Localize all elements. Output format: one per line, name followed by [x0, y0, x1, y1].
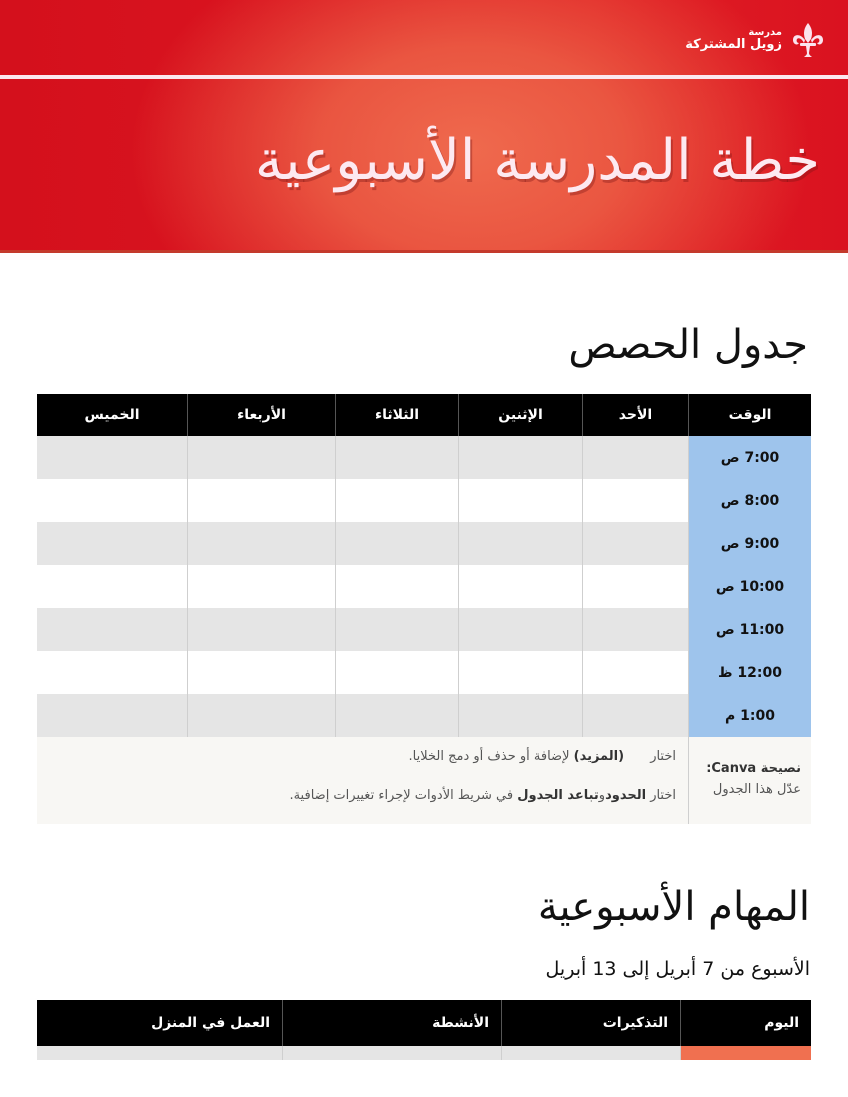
- column-header-monday: الإثنين: [458, 394, 582, 436]
- schedule-row: [37, 651, 811, 694]
- time-cell: 7:00 ص: [688, 436, 811, 479]
- column-header-time: الوقت: [688, 394, 811, 436]
- schedule-section-title: جدول الحصص: [568, 322, 808, 368]
- schedule-cell-tuesday[interactable]: [335, 694, 458, 737]
- school-name: [685, 27, 782, 53]
- tip-line2-pre: اختار: [650, 788, 676, 803]
- tip-body: [37, 737, 688, 824]
- schedule-cell-wednesday[interactable]: [187, 436, 335, 479]
- column-header-homework: العمل في المنزل: [37, 1000, 282, 1046]
- schedule-cell-tuesday[interactable]: [335, 651, 458, 694]
- tasks-row: [37, 1046, 811, 1060]
- header-banner: [0, 0, 848, 253]
- banner-divider-line: [0, 75, 848, 79]
- task-cell-day[interactable]: [680, 1046, 811, 1060]
- schedule-cell-sunday[interactable]: [582, 565, 688, 608]
- schedule-cell-monday[interactable]: [458, 608, 582, 651]
- task-cell-activities[interactable]: [282, 1046, 501, 1060]
- canva-tip-row: [37, 737, 811, 824]
- column-header-activities: الأنشطة: [282, 1000, 501, 1046]
- schedule-cell-monday[interactable]: [458, 694, 582, 737]
- column-header-wednesday: الأربعاء: [187, 394, 335, 436]
- tasks-section-title: المهام الأسبوعية: [537, 884, 810, 930]
- schedule-row: [37, 608, 811, 651]
- schedule-cell-sunday[interactable]: [582, 608, 688, 651]
- tip-line1-bold: (المزيد): [573, 749, 625, 764]
- schedule-row: [37, 479, 811, 522]
- school-brand: [685, 20, 826, 60]
- tip-line2-post: في شريط الأدوات لإجراء تغييرات إضافية.: [289, 788, 514, 803]
- schedule-cell-wednesday[interactable]: [187, 651, 335, 694]
- tip-line-2: [37, 788, 676, 803]
- school-name-line1: مدرسة: [748, 26, 782, 38]
- tip-label: [688, 737, 811, 824]
- schedule-cell-tuesday[interactable]: [335, 522, 458, 565]
- column-header-sunday: الأحد: [582, 394, 688, 436]
- schedule-cell-sunday[interactable]: [582, 694, 688, 737]
- schedule-cell-sunday[interactable]: [582, 651, 688, 694]
- schedule-cell-thursday[interactable]: [37, 608, 187, 651]
- page-title: خطة المدرسة الأسبوعية: [254, 128, 820, 193]
- tip-line1-post: لإضافة أو حذف أو دمج الخلايا.: [408, 749, 570, 764]
- schedule-row: [37, 436, 811, 479]
- schedule-cell-thursday[interactable]: [37, 522, 187, 565]
- fleur-de-lis-icon: [790, 20, 826, 60]
- schedule-cell-thursday[interactable]: [37, 479, 187, 522]
- schedule-row: [37, 694, 811, 737]
- tip-line2-bold2: تباعد الجدول: [517, 788, 599, 803]
- schedule-header-row: [37, 394, 811, 436]
- schedule-cell-thursday[interactable]: [37, 694, 187, 737]
- schedule-cell-monday[interactable]: [458, 651, 582, 694]
- column-header-reminders: التذكيرات: [501, 1000, 680, 1046]
- time-cell: 10:00 ص: [688, 565, 811, 608]
- schedule-cell-wednesday[interactable]: [187, 565, 335, 608]
- schedule-cell-sunday[interactable]: [582, 436, 688, 479]
- tip-line2-bold1: الحدود: [605, 788, 647, 803]
- schedule-cell-sunday[interactable]: [582, 522, 688, 565]
- schedule-cell-thursday[interactable]: [37, 565, 187, 608]
- schedule-cell-wednesday[interactable]: [187, 608, 335, 651]
- time-cell: 1:00 م: [688, 694, 811, 737]
- time-cell: 11:00 ص: [688, 608, 811, 651]
- schedule-cell-monday[interactable]: [458, 436, 582, 479]
- class-schedule-table: [37, 394, 811, 824]
- schedule-cell-wednesday[interactable]: [187, 479, 335, 522]
- column-header-thursday: الخميس: [37, 394, 187, 436]
- week-range: الأسبوع من 7 أبريل إلى 13 أبريل: [545, 958, 810, 980]
- schedule-cell-tuesday[interactable]: [335, 608, 458, 651]
- banner-bottom-edge: [0, 250, 848, 253]
- tip-label-heading: نصيحة Canva:: [706, 761, 801, 776]
- tip-label-text: عدّل هذا الجدول: [712, 781, 801, 797]
- schedule-cell-thursday[interactable]: [37, 436, 187, 479]
- task-cell-homework[interactable]: [37, 1046, 282, 1060]
- time-cell: 8:00 ص: [688, 479, 811, 522]
- schedule-cell-sunday[interactable]: [582, 479, 688, 522]
- schedule-cell-monday[interactable]: [458, 565, 582, 608]
- tasks-header-row: [37, 1000, 811, 1046]
- schedule-row: [37, 522, 811, 565]
- column-header-day: اليوم: [680, 1000, 811, 1046]
- column-header-tuesday: الثلاثاء: [335, 394, 458, 436]
- school-name-line2: زويل المشتركة: [685, 37, 782, 53]
- time-cell: 12:00 ظ: [688, 651, 811, 694]
- tip-line2-mid: و: [598, 788, 606, 803]
- schedule-cell-thursday[interactable]: [37, 651, 187, 694]
- schedule-cell-wednesday[interactable]: [187, 522, 335, 565]
- task-cell-reminders[interactable]: [501, 1046, 680, 1060]
- schedule-cell-tuesday[interactable]: [335, 436, 458, 479]
- schedule-row: [37, 565, 811, 608]
- schedule-cell-tuesday[interactable]: [335, 479, 458, 522]
- weekly-tasks-table: [37, 1000, 811, 1060]
- schedule-cell-monday[interactable]: [458, 522, 582, 565]
- time-cell: 9:00 ص: [688, 522, 811, 565]
- tip-line-1: [37, 749, 676, 764]
- schedule-cell-wednesday[interactable]: [187, 694, 335, 737]
- tip-line1-pre: اختار: [650, 749, 676, 764]
- schedule-cell-monday[interactable]: [458, 479, 582, 522]
- schedule-cell-tuesday[interactable]: [335, 565, 458, 608]
